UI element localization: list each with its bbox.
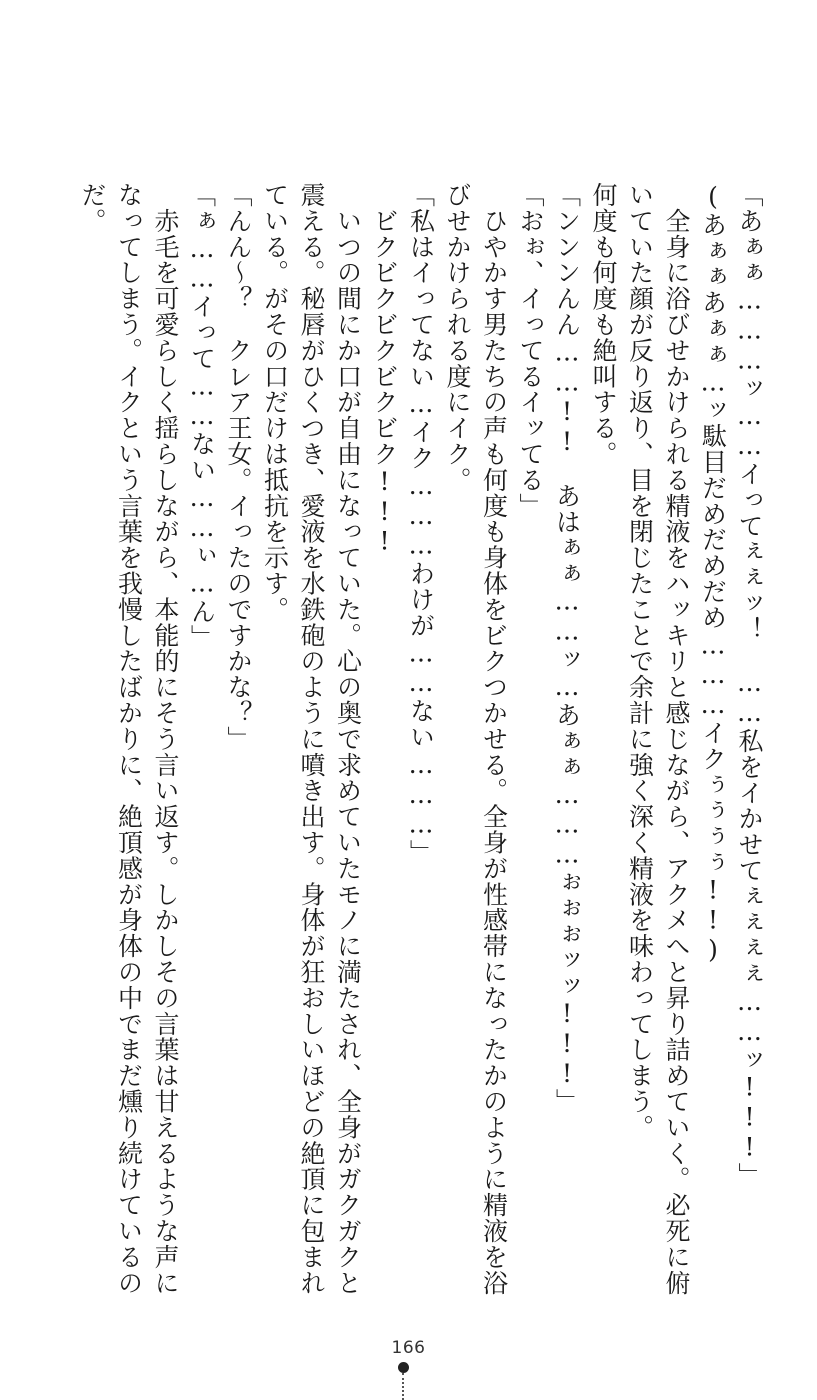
paragraph-2: (あぁぁあぁぁ…ッ駄目だめだめだめ………イクぅぅぅぅ!!): [698, 182, 728, 966]
paragraph-11: 「んん～？ クレア王女。イったのですかな？」: [224, 182, 253, 752]
paragraph-5: 「ンンンんん……!! あはぁぁ……ッ…あぁぁ………ぉぉぉッッ!!!」: [552, 182, 582, 1115]
page-number: 166: [391, 1338, 426, 1358]
paragraph-8: 「私はイってない…イク………わけが……ない………」: [406, 182, 436, 866]
page-marker-dot-icon: [398, 1362, 409, 1373]
paragraph-4: 何度も何度も絶叫する。: [589, 182, 618, 467]
page-marker-stem: [402, 1373, 404, 1400]
paragraph-10: いつの間にか口が自由になっていた。心の奥で求めていたモノに満たされ、全身がガクガクと震える。秘唇がひくつき、愛液を水鉄砲のように噴き出す。身体が狂おしいほどの絶頂に包まれている。がその口だけは抵抗を示す。: [260, 182, 363, 1296]
paragraph-1: 「あぁぁ………ッ……イってぇぇッ！ ……私をイかせてぇぇぇぇ……ッ!!!」: [735, 182, 764, 1189]
paragraph-3: 全身に浴びせかけられる精液をハッキリと感じながら、アクメへと昇り詰めていく。必死に俯いていた顔が反り返り、目を閉じたことで余計に強く深く精液を味わってしまう。: [625, 182, 691, 1296]
paragraph-12: 「ぁ……イって……ない……ぃ…ん」: [187, 182, 217, 651]
paragraph-6: 「おぉ、イってるイッてる」: [516, 182, 545, 519]
vertical-text-body: [47, 182, 767, 1312]
paragraph-7: ひやかす男たちの声も何度も身体をビクつかせる。全身が性感帯になったかのように精液を浴びせかけられる度にイク。: [443, 182, 509, 1296]
paragraph-9: ビクビクビクビクビク!!!: [370, 182, 399, 557]
paragraph-13: 赤毛を可愛らしく揺らしながら、本能的にそう言い返す。しかしその言葉は甘えるような声になってしまう。イクという言葉を我慢したばかりに、絶頂感が身体の中でまだ燻り続けているのだ。: [78, 182, 180, 1296]
